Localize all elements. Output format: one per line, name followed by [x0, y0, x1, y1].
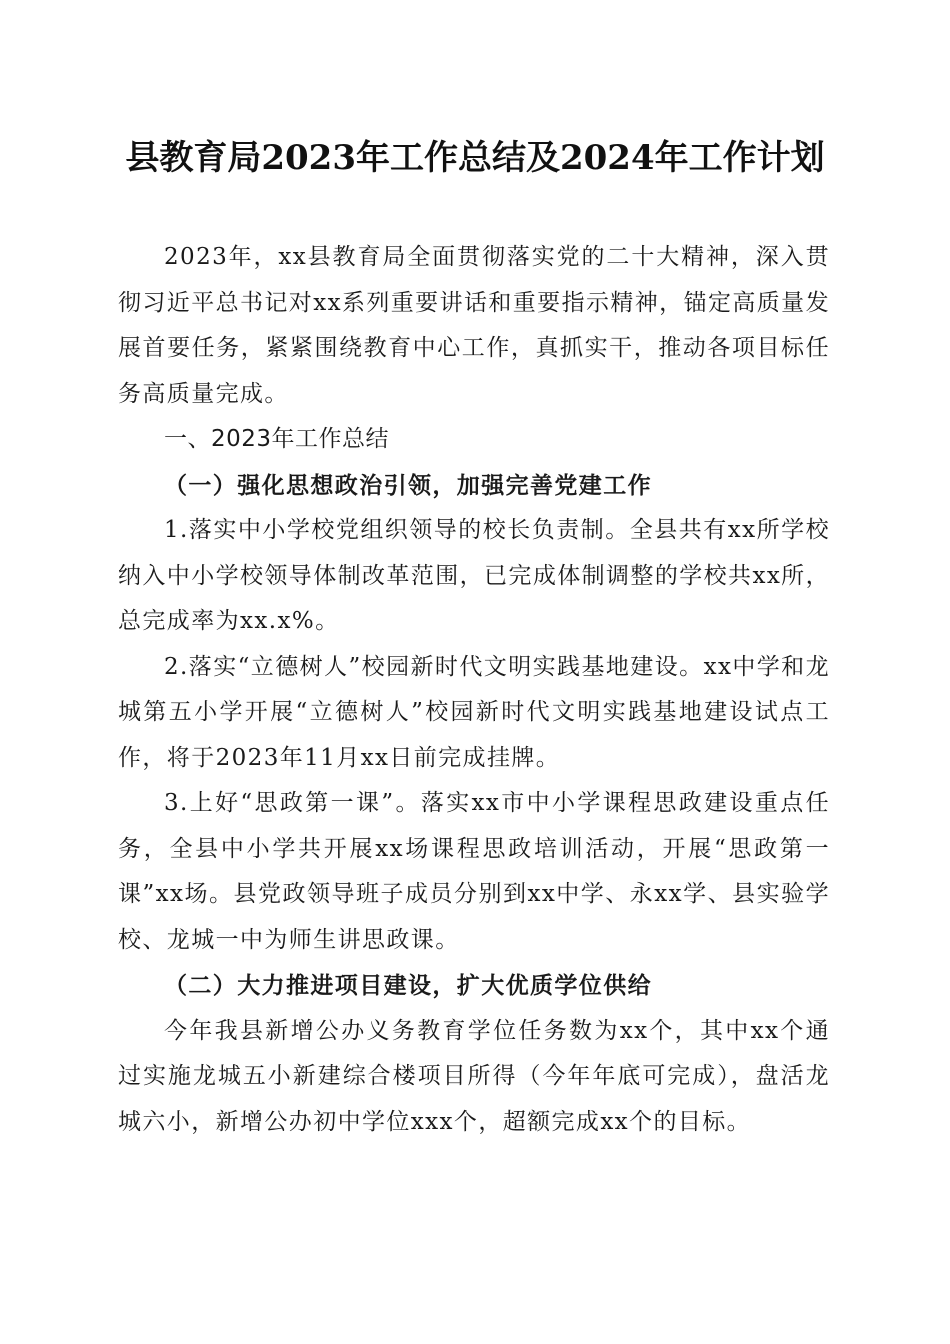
body-paragraph: 1.落实中小学校党组织领导的校长负责制。全县共有xx所学校纳入中小学校领导体制改革范围，已完成体制调整的学校共xx所，总完成率为xx.x%。: [118, 517, 830, 634]
intro-paragraph: 2023年，xx县教育局全面贯彻落实党的二十大精神，深入贯彻习近平总书记对xx系列重要讲话和重要指示精神，锚定高质量发展首要任务，紧紧围绕教育中心工作，真抓实干，推动各项目标任务高质量完成。: [118, 244, 830, 407]
document-body: [118, 235, 830, 1145]
body-paragraph: 3.上好“思政第一课”。落实xx市中小学课程思政建设重点任务，全县中小学共开展xx场课程思政培训活动，开展“思政第一课”xx场。县党政领导班子成员分别到xx中学、永xx学、县实验学校、龙城一中为师生讲思政课。: [118, 790, 830, 953]
document-title: 县教育局2023年工作总结及2024年工作计划: [125, 138, 825, 178]
section-heading: 一、2023年工作总结: [164, 426, 390, 452]
body-paragraph: 2.落实“立德树人”校园新时代文明实践基地建设。xx中学和龙城第五小学开展“立德树人”校园新时代文明实践基地建设试点工作，将于2023年11月xx日前完成挂牌。: [118, 653, 830, 771]
body-paragraph: 今年我县新增公办义务教育学位任务数为xx个，其中xx个通过实施龙城五小新建综合楼项目所得（今年年底可完成），盘活龙城六小，新增公办初中学位xxx个，超额完成xx个的目标。: [118, 1017, 830, 1135]
subsection-heading: （二）大力推进项目建设，扩大优质学位供给: [164, 972, 652, 999]
subsection-heading: （一）强化思想政治引领，加强完善党建工作: [164, 471, 652, 499]
